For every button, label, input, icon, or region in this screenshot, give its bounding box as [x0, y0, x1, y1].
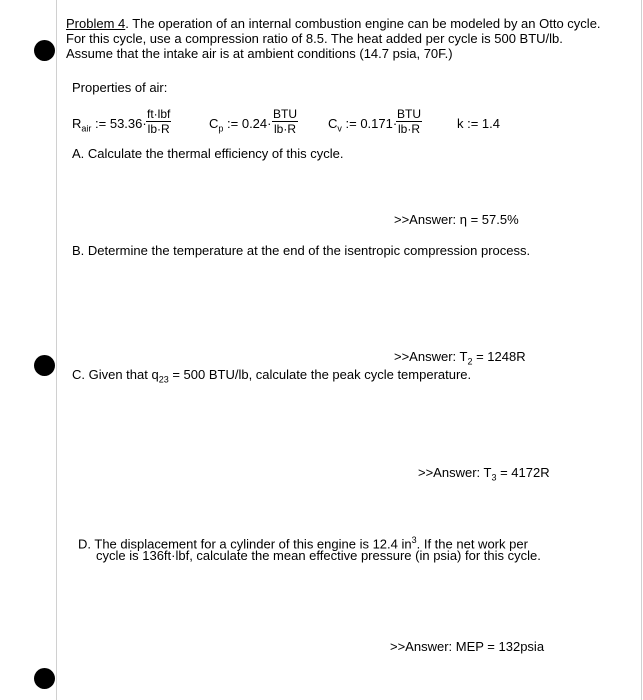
- k-expression: k := 1.4: [457, 116, 500, 131]
- part-b-answer: >>Answer: $T_2 = 1248R$: [394, 349, 526, 367]
- rair-units: [146, 107, 171, 136]
- part-a-answer: >>Answer: η = 57.5%: [394, 212, 519, 227]
- bullet-marker-3: [34, 668, 55, 689]
- part-d-line-1: D. The displacement for a cylinder of this engine is 12.4 $in^3$. If the net work per: [78, 535, 528, 552]
- rair-units-num: ft·lbf: [147, 107, 171, 121]
- bullet-marker-2: [34, 355, 55, 376]
- part-a-question: A. Calculate the thermal efficiency of this cycle.: [72, 146, 344, 161]
- problem-intro-text: . The operation of an internal combustion engine can be modeled by an Otto cycle.: [125, 16, 601, 31]
- rair-units-den: lb·R: [147, 122, 170, 136]
- cp-units-num: BTU: [273, 107, 297, 121]
- bullet-marker-1: [34, 40, 55, 61]
- part-d-line-2: cycle is 136ft·lbf, calculate the mean effective pressure (in psia) for this cycle.: [96, 548, 541, 563]
- cv-units-den: lb·R: [397, 122, 420, 136]
- rair-expression: $R_{air}$ := 53.36·: [72, 116, 147, 134]
- cv-units: [396, 107, 422, 136]
- cp-units: [272, 107, 298, 136]
- problem-line-3: Assume that the intake air is at ambient conditions (14.7 psia, 70F.): [66, 46, 453, 61]
- part-c-answer: >>Answer: $T_3 = 4172R$: [418, 465, 550, 483]
- cp-units-den: lb·R: [273, 122, 296, 136]
- problem-intro: [66, 16, 601, 31]
- part-b-question: B. Determine the temperature at the end of the isentropic compression process.: [72, 243, 531, 258]
- part-d-answer: >>Answer: MEP = 132psia: [390, 639, 545, 654]
- cv-expression: $C_v$ := 0.171·: [328, 116, 398, 134]
- properties-heading: Properties of air:: [72, 80, 168, 95]
- document-page: [56, 0, 642, 700]
- problem-label: Problem 4: [66, 16, 126, 31]
- problem-line-2: For this cycle, use a compression ratio of 8.5. The heat added per cycle is 500 BTU/lb.: [66, 31, 563, 46]
- cp-expression: $C_p$ := 0.24·: [209, 116, 272, 134]
- cv-units-num: BTU: [397, 107, 421, 121]
- part-c-question: C. Given that $q_{23} = 500$ BTU/lb, calculate the peak cycle temperature.: [72, 367, 472, 385]
